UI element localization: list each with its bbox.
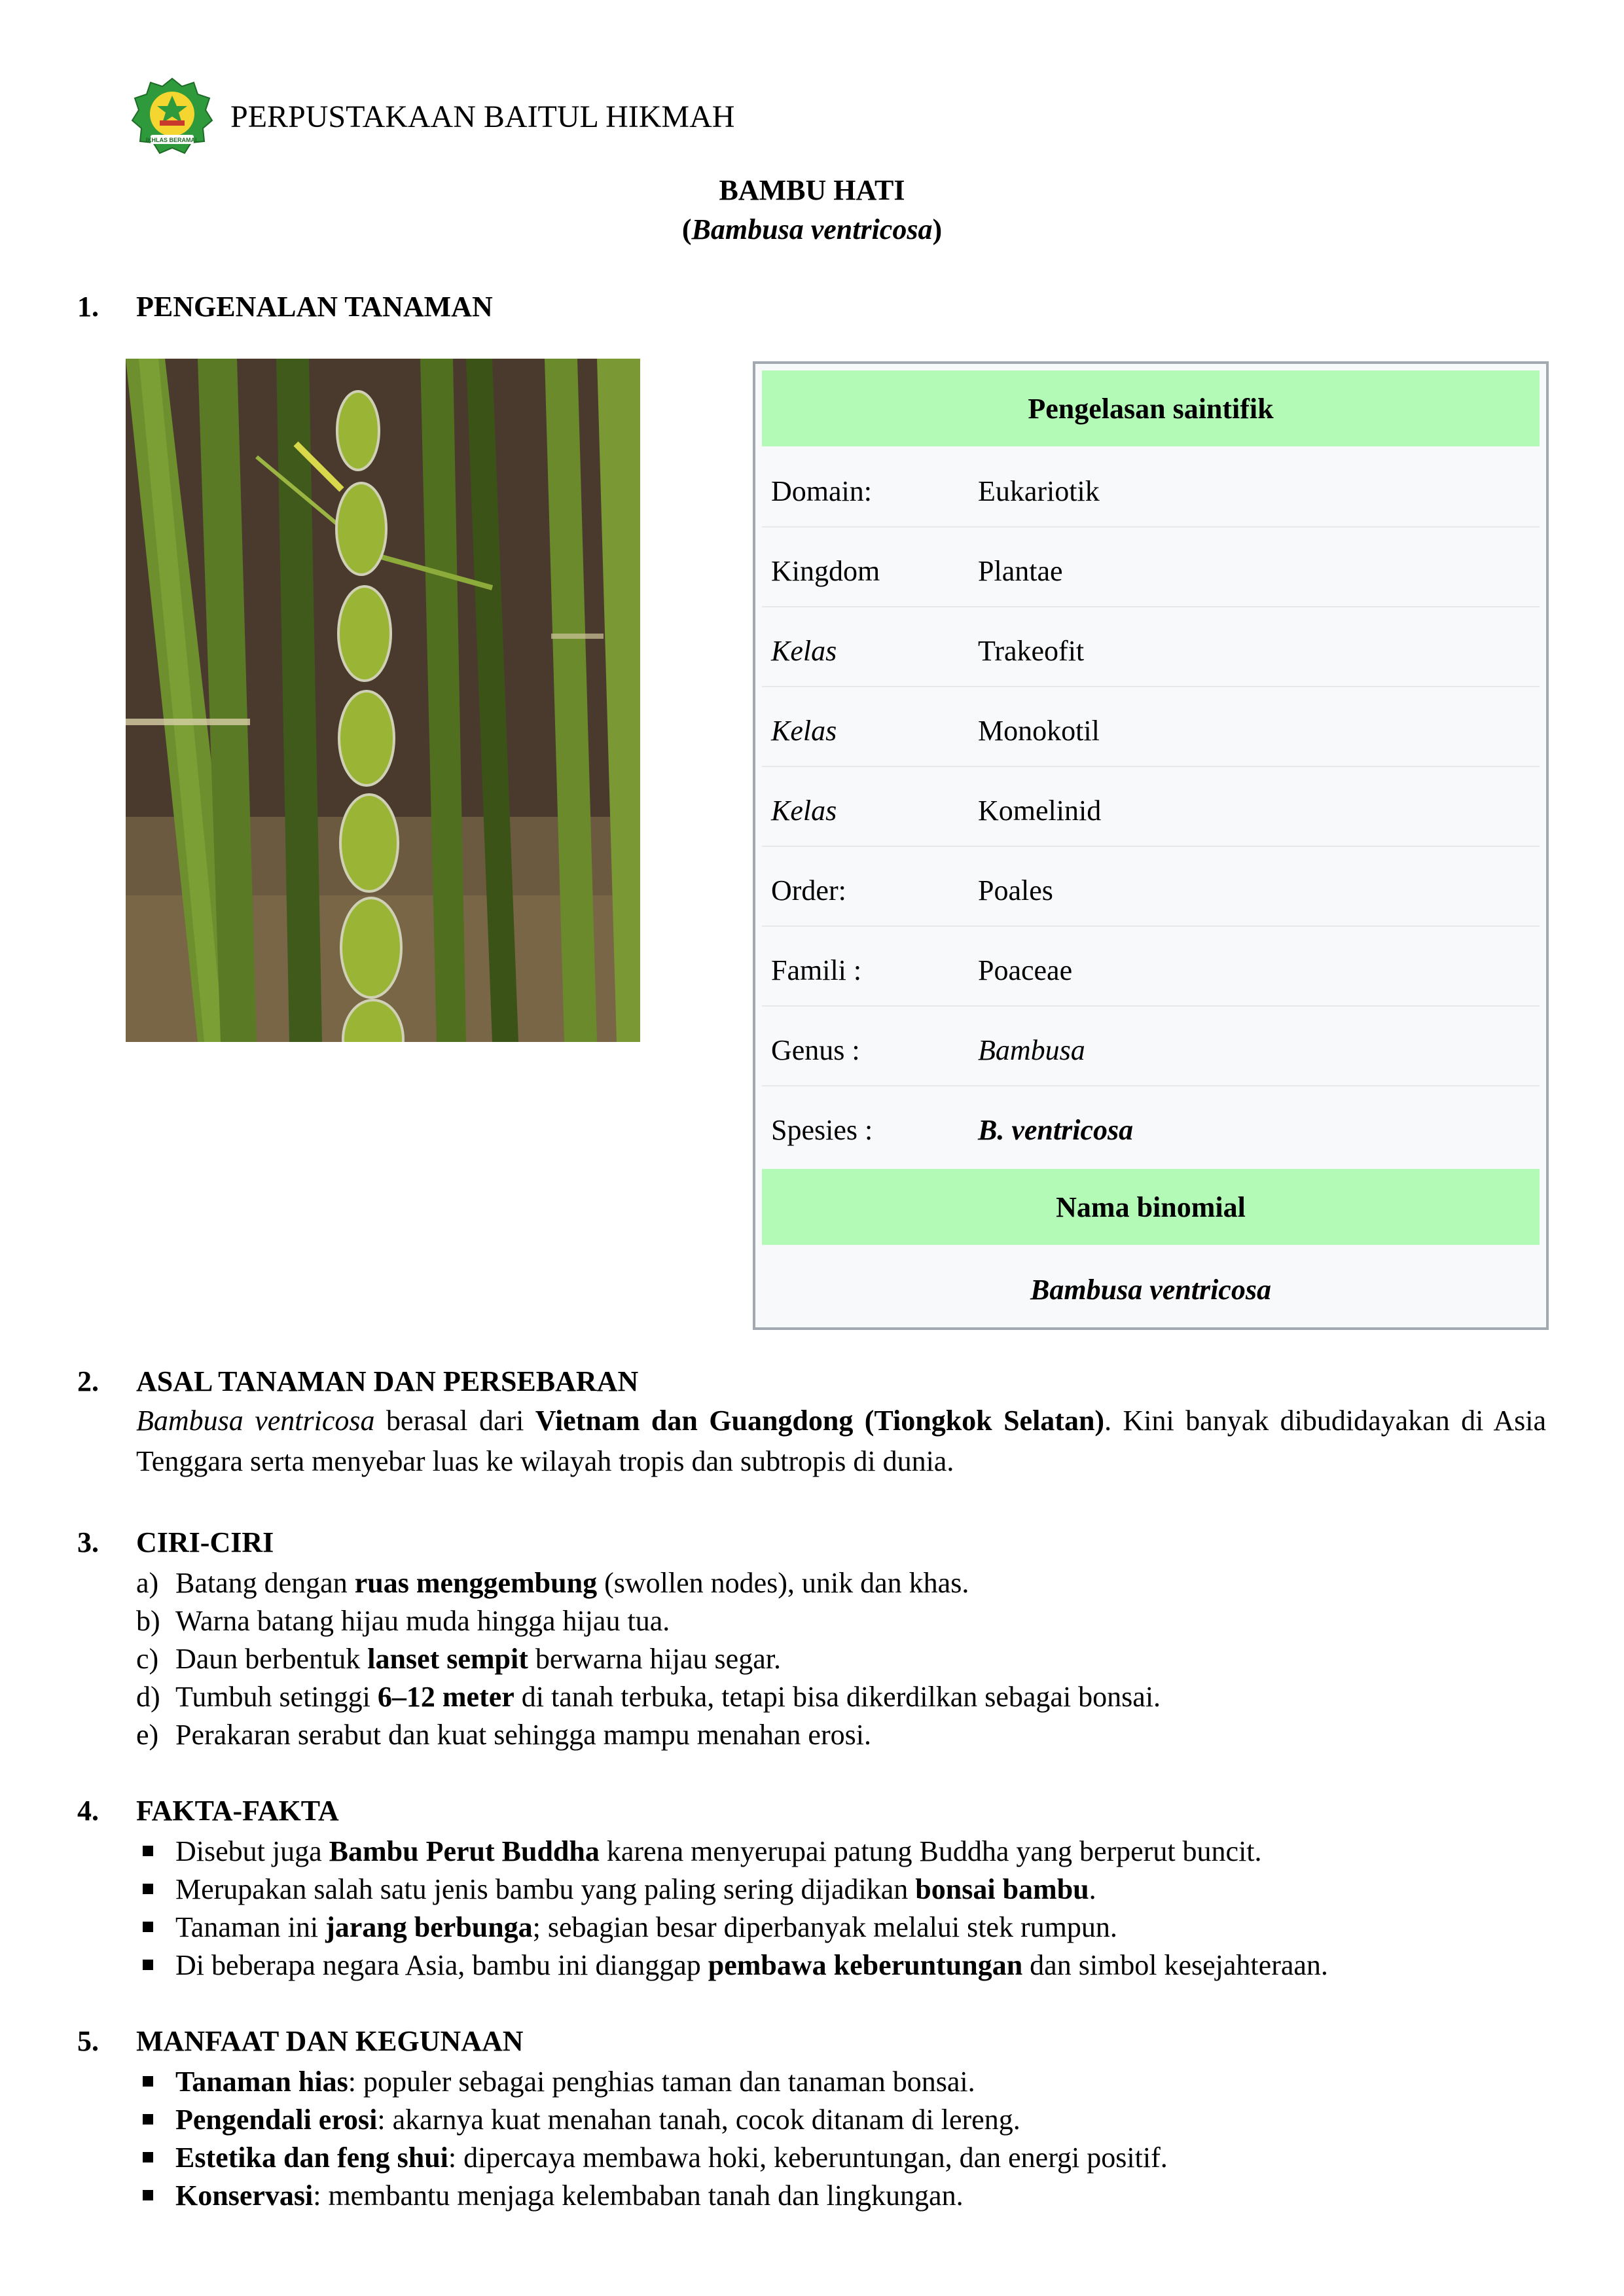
section-heading-5: 5. MANFAAT DAN KEGUNAAN [77, 2025, 524, 2057]
list-item: d) Tumbuh setinggi 6–12 meter di tanah terbuka, tetapi bisa dikerdilkan sebagai bonsai. [136, 1681, 1161, 1713]
list-item: a) Batang dengan ruas menggembung (swollen nodes), unik dan khas. [136, 1567, 969, 1599]
taxo-row: Famili : Poaceae [771, 954, 1073, 986]
bamboo-photo [126, 359, 640, 1042]
list-item: Tanaman ini jarang berbunga; sebagian besar diperbanyak melalui stek rumpun. [136, 1909, 1550, 1946]
list-item: Estetika dan feng shui: dipercaya membawa hoki, keberuntungan, dan energi positif. [136, 2139, 1550, 2177]
scientific-name: Bambusa ventricosa [691, 213, 933, 245]
square-bullet-icon [143, 2152, 153, 2162]
list-item: Tanaman hias: populer sebagai penghias taman dan tanaman bonsai. [136, 2063, 1550, 2101]
binomial-header: Nama binomial [762, 1169, 1540, 1245]
square-bullet-icon [143, 1960, 153, 1970]
svg-text:IKHLAS BERAMAL: IKHLAS BERAMAL [145, 137, 199, 143]
section-heading-3: 3. CIRI-CIRI [77, 1526, 274, 1558]
binomial-name: Bambusa ventricosa [1030, 1274, 1271, 1306]
list-item: Merupakan salah satu jenis bambu yang paling sering dijadikan bonsai bambu. [136, 1871, 1550, 1909]
taxo-row: Spesies : B. ventricosa [771, 1114, 1134, 1146]
list-item: Konservasi: membantu menjaga kelembaban tanah dan lingkungan. [136, 2177, 1550, 2215]
taxo-row: Genus : Bambusa [771, 1034, 1085, 1066]
taxo-row: Domain: Eukariotik [771, 475, 1100, 507]
square-bullet-icon [143, 2114, 153, 2125]
origin-paragraph: Bambusa ventricosa berasal dari Vietnam dan Guangdong (Tiongkok Selatan). Kini banyak dibudidayakan di Asia Tenggara serta menyebar luas ke wilayah tropis dan subtropis di dunia. [136, 1405, 1547, 1477]
taxo-row: Kelas Trakeofit [771, 635, 1085, 667]
library-logo-icon [131, 77, 213, 156]
section-heading-1: 1. PENGENALAN TANAMAN [77, 291, 493, 323]
document-title: BAMBU HATI [719, 174, 905, 206]
square-bullet-icon [143, 2076, 153, 2087]
list-item: c) Daun berbentuk lanset sempit berwarna hijau segar. [136, 1643, 781, 1675]
taxobox-header: Pengelasan saintifik [762, 370, 1540, 446]
taxo-row: Kelas Komelinid [771, 795, 1102, 827]
section-heading-4: 4. FAKTA-FAKTA [77, 1795, 339, 1827]
list-item: b) Warna batang hijau muda hingga hijau tua. [136, 1605, 670, 1637]
taxonomy-infobox [753, 361, 1549, 1330]
facts-list [136, 1833, 1550, 1984]
square-bullet-icon [143, 1922, 153, 1932]
document-subtitle: (Bambusa ventricosa) [681, 213, 943, 245]
benefits-list [136, 2063, 1550, 2215]
taxo-row: Order: Poales [771, 874, 1053, 906]
square-bullet-icon [143, 2190, 153, 2200]
section-heading-2: 2. ASAL TANAMAN DAN PERSEBARAN [77, 1365, 639, 1397]
library-name: PERPUSTAKAAN BAITUL HIKMAH [230, 99, 735, 134]
list-item: Disebut juga Bambu Perut Buddha karena menyerupai patung Buddha yang berperut buncit. [136, 1833, 1550, 1871]
taxo-row: Kelas Monokotil [771, 715, 1100, 747]
list-item: Di beberapa negara Asia, bambu ini dianggap pembawa keberuntungan dan simbol kesejahteraan. [136, 1946, 1550, 1984]
list-item: e) Perakaran serabut dan kuat sehingga mampu menahan erosi. [136, 1719, 871, 1751]
list-item: Pengendali erosi: akarnya kuat menahan tanah, cocok ditanam di lereng. [136, 2101, 1550, 2139]
characteristics-list [136, 1564, 1550, 1754]
square-bullet-icon [143, 1846, 153, 1856]
square-bullet-icon [143, 1884, 153, 1894]
taxo-row: Kingdom Plantae [771, 555, 1063, 587]
